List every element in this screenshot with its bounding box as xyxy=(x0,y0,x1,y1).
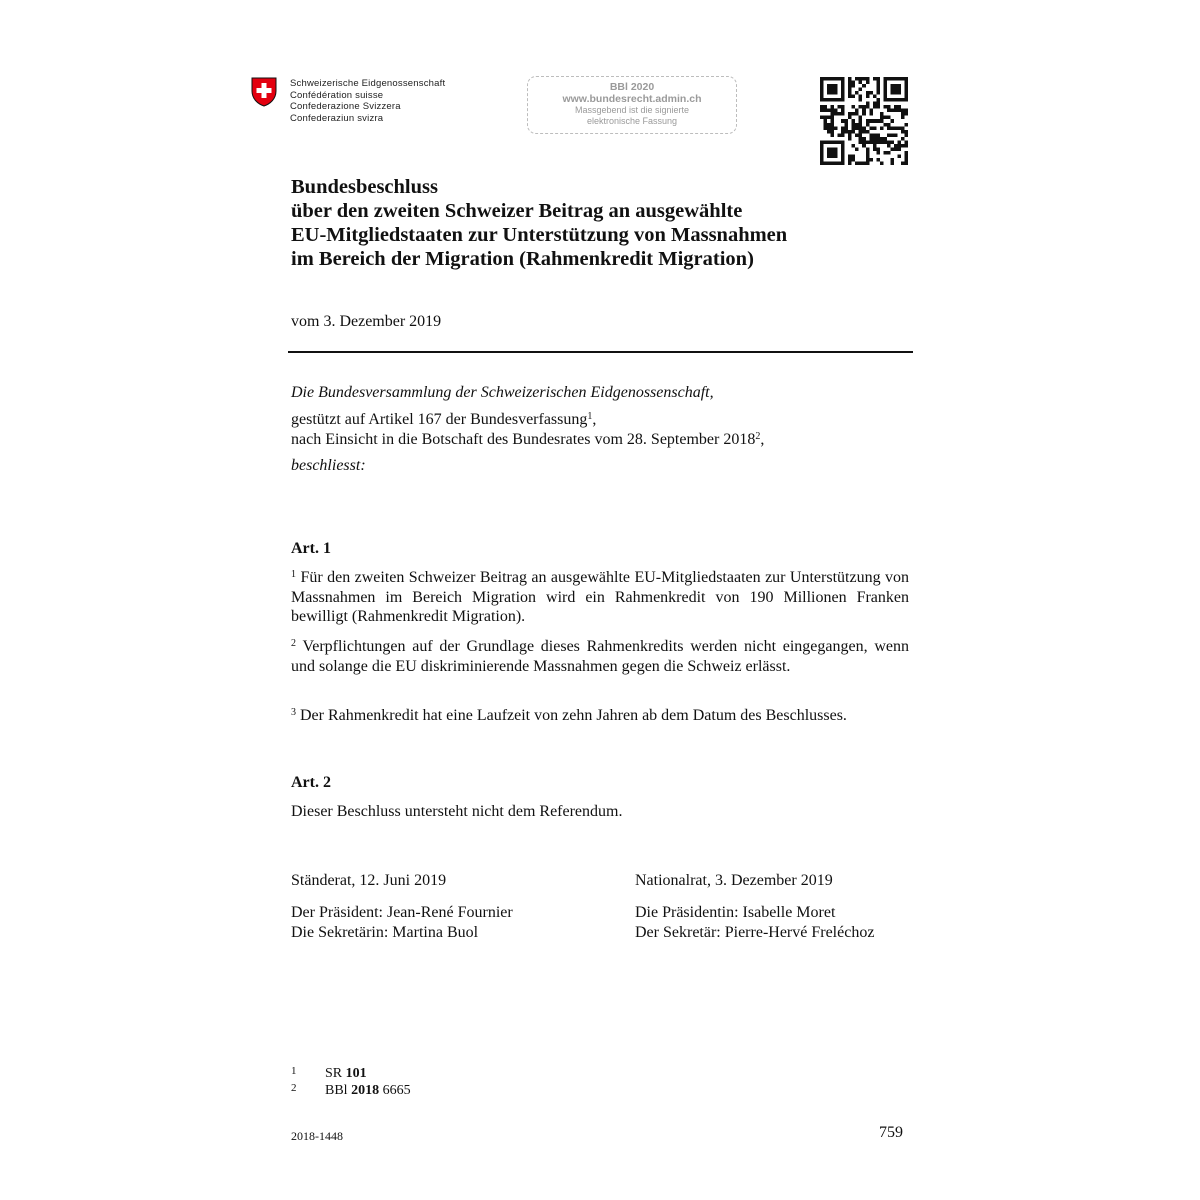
signature-left-president: Der Präsident: Jean-René Fournier xyxy=(291,904,513,921)
article-1-paragraph-1 xyxy=(291,568,909,627)
footnote-ref-1[interactable]: 1 xyxy=(587,411,593,422)
paragraph-text: Verpflichtungen auf der Grundlage dieses Rahmenkredits werden nicht eingegangen, wenn und solange die EU diskriminierende Massnahmen gegen die Schweiz erlässt. xyxy=(291,638,909,675)
signature-left-council: Ständerat, 12. Juni 2019 xyxy=(291,872,447,889)
preamble-decides: beschliesst: xyxy=(291,457,366,474)
title-divider xyxy=(288,351,913,353)
article-2-paragraph: Dieser Beschluss untersteht nicht dem Referendum. xyxy=(291,803,623,820)
footnote-prefix: BBl xyxy=(325,1083,352,1098)
publication-stamp xyxy=(527,76,737,134)
stamp-bbl: BBl 2020 xyxy=(609,81,655,93)
preamble-message-text: nach Einsicht in die Botschaft des Bundesrates vom 28. September 2018 xyxy=(291,431,756,448)
confederation-name-it: Confederazione Svizzera xyxy=(290,101,401,113)
footnote-number: 2 xyxy=(291,1082,297,1094)
article-1-paragraph-3 xyxy=(291,706,909,726)
confederation-name-fr: Confédération suisse xyxy=(290,89,384,101)
signature-right-secretary: Der Sekretär: Pierre-Hervé Freléchoz xyxy=(635,924,875,941)
paragraph-text: Für den zweiten Schweizer Beitrag an ausgewählte EU-Mitgliedstaaten zur Unterstützung von Massnahmen im Bereich Migration wird ein Rahmenkredit von 190 Millionen Franken bewilligt (Rahmenkredit Migration). xyxy=(291,569,910,625)
stamp-note-1: Massgebend ist die signierte xyxy=(574,105,690,115)
preamble-basis xyxy=(291,410,596,430)
footnote-bold: 2018 xyxy=(351,1083,380,1098)
title-line: im Bereich der Migration (Rahmenkredit Migration) xyxy=(291,248,754,270)
footnote-ref-2[interactable]: 2 xyxy=(755,431,761,442)
swiss-coat-of-arms-icon xyxy=(251,77,277,107)
article-1-paragraph-2 xyxy=(291,637,909,676)
document-title xyxy=(291,175,787,271)
title-line: EU-Mitgliedstaaten zur Unterstützung von Massnahmen xyxy=(291,224,788,246)
signature-left-secretary: Die Sekretärin: Martina Buol xyxy=(291,924,479,941)
paragraph-number: 1 xyxy=(291,569,296,580)
qr-code-icon xyxy=(820,77,908,165)
footnote-prefix: SR xyxy=(325,1066,346,1081)
footnote-number: 1 xyxy=(291,1065,297,1077)
document-date: vom 3. Dezember 2019 xyxy=(291,313,442,330)
paragraph-number: 2 xyxy=(291,638,296,649)
footnote-2 xyxy=(291,1080,411,1099)
paragraph-number: 3 xyxy=(291,707,296,718)
signature-right-president: Die Präsidentin: Isabelle Moret xyxy=(635,904,836,921)
confederation-names xyxy=(290,78,445,124)
punctuation: , xyxy=(592,411,597,428)
signature-right-council: Nationalrat, 3. Dezember 2019 xyxy=(635,872,833,889)
footnote-bold: 101 xyxy=(345,1066,367,1081)
confederation-name-de: Schweizerische Eidgenossenschaft xyxy=(290,78,446,89)
article-2-heading: Art. 2 xyxy=(291,774,331,791)
footnote-suffix: 6665 xyxy=(379,1083,411,1098)
confederation-name-rm: Confederaziun svizra xyxy=(290,112,384,124)
preamble-basis-text: gestützt auf Artikel 167 der Bundesverfassung xyxy=(291,411,588,428)
article-1-heading: Art. 1 xyxy=(291,540,331,557)
punctuation: , xyxy=(760,431,765,448)
paragraph-text: Der Rahmenkredit hat eine Laufzeit von zehn Jahren ab dem Datum des Beschlusses. xyxy=(300,707,847,724)
preamble-message xyxy=(291,430,764,450)
preamble-body: Die Bundesversammlung der Schweizerischen Eidgenossenschaft, xyxy=(291,384,714,401)
stamp-note-2: elektronische Fassung xyxy=(586,116,678,126)
title-line: über den zweiten Schweizer Beitrag an ausgewählte xyxy=(291,200,743,222)
document-number: 2018-1448 xyxy=(291,1129,343,1143)
stamp-url[interactable]: www.bundesrecht.admin.ch xyxy=(562,93,702,105)
page-number: 759 xyxy=(879,1124,903,1141)
title-line: Bundesbeschluss xyxy=(291,176,438,198)
